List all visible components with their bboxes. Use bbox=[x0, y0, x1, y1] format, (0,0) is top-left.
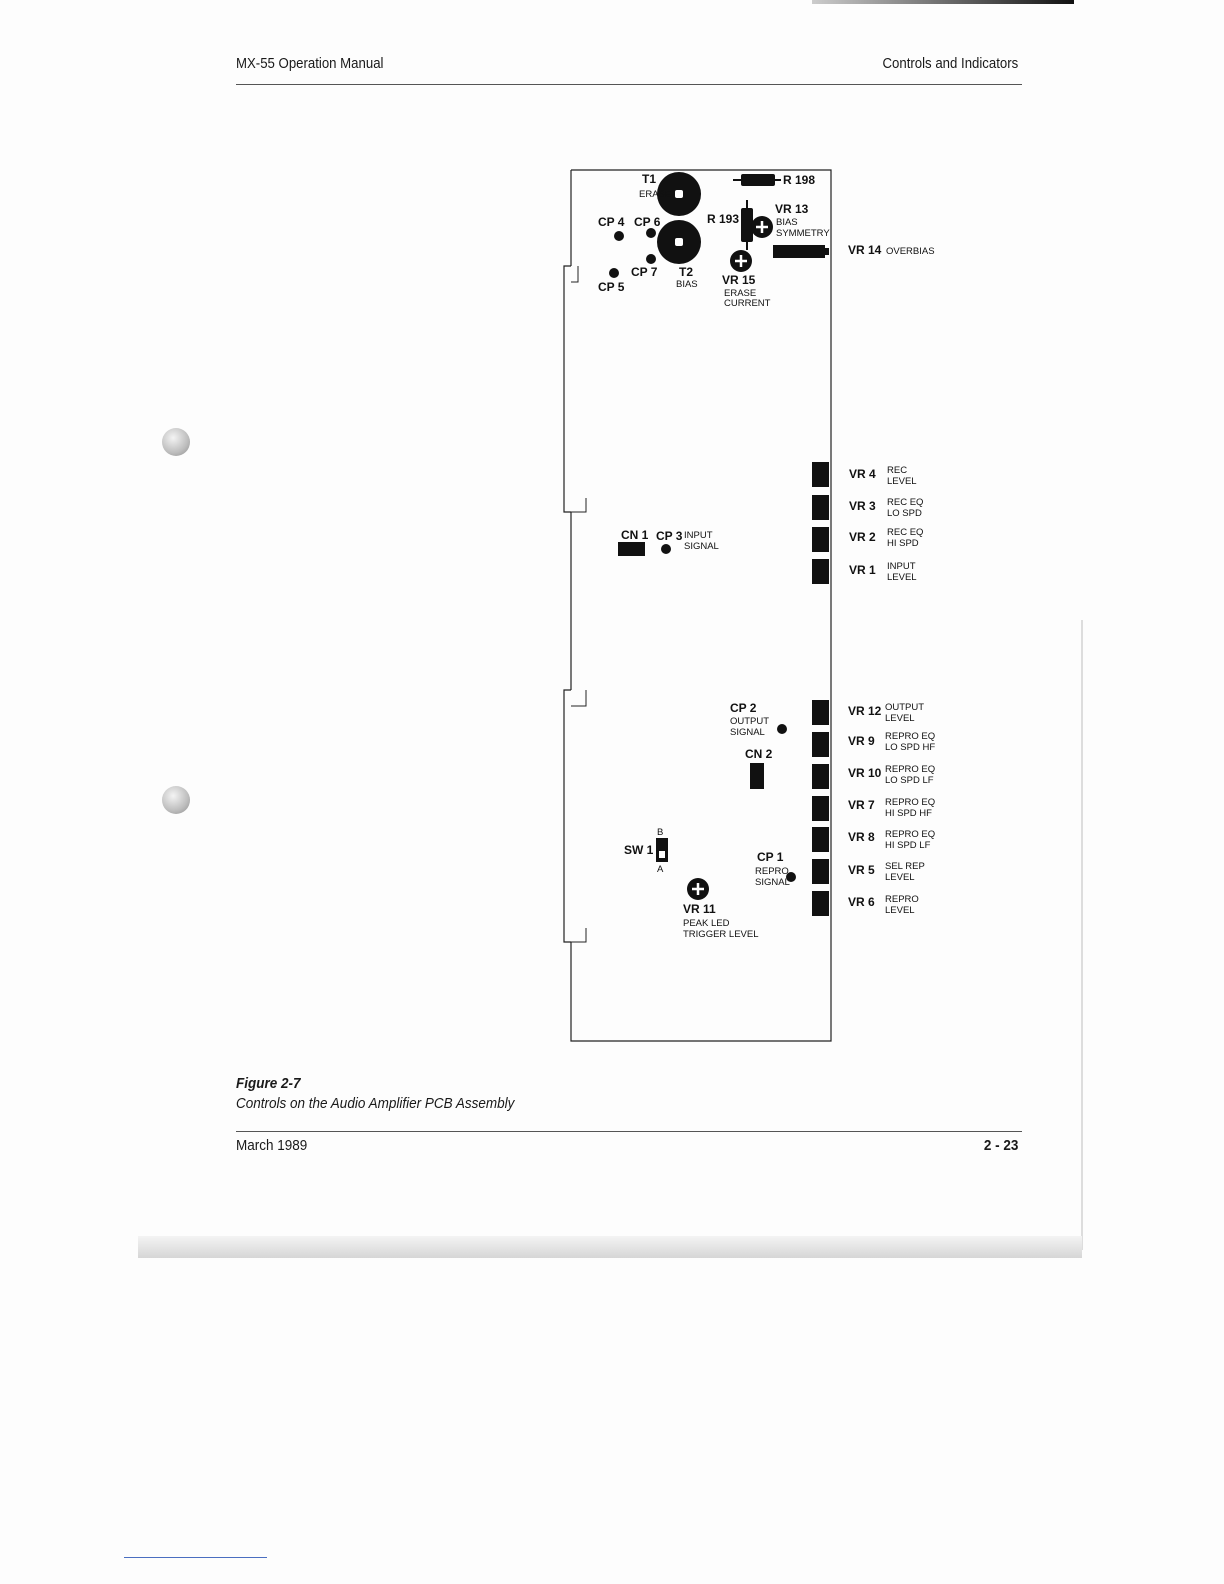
link-underline bbox=[124, 1557, 267, 1558]
vr10-label: VR 10 bbox=[848, 766, 882, 780]
vr14-pin bbox=[825, 248, 829, 255]
sw1-switch-icon bbox=[656, 838, 668, 862]
vr5-desc-2: LEVEL bbox=[885, 872, 915, 883]
footer-date: March 1989 bbox=[236, 1137, 308, 1154]
cp6-testpoint-icon bbox=[646, 228, 656, 238]
cp3-desc-1: INPUT bbox=[684, 530, 713, 541]
vr2-desc-1: REC EQ bbox=[887, 527, 924, 538]
cp5-label: CP 5 bbox=[598, 280, 625, 294]
vr11-desc-1: PEAK LED bbox=[683, 918, 730, 929]
vr12-label: VR 12 bbox=[848, 704, 882, 718]
vr11-desc-2: TRIGGER LEVEL bbox=[683, 929, 759, 940]
cp2-desc-1: OUTPUT bbox=[730, 716, 770, 727]
vr6-desc-1: REPRO bbox=[885, 894, 919, 905]
vr9-desc-2: LO SPD HF bbox=[885, 742, 936, 753]
header-section-title: Controls and Indicators bbox=[882, 55, 1018, 72]
vr10-desc-1: REPRO EQ bbox=[885, 764, 936, 775]
t2-desc: BIAS bbox=[676, 279, 698, 290]
vr4-desc-2: LEVEL bbox=[887, 476, 917, 487]
cp4-label: CP 4 bbox=[598, 215, 625, 229]
sw1-slider-icon bbox=[659, 851, 665, 858]
vr4-desc-1: REC bbox=[887, 465, 908, 476]
vr6-trimmer-icon bbox=[812, 891, 829, 916]
vr1-label: VR 1 bbox=[849, 563, 876, 577]
vr1-trimmer-icon bbox=[812, 559, 829, 584]
vr8-trimmer-icon bbox=[812, 827, 829, 852]
vr8-desc-1: REPRO EQ bbox=[885, 829, 936, 840]
edge-connector-tab bbox=[571, 690, 586, 706]
vr6-label: VR 6 bbox=[848, 895, 875, 909]
vr15-desc-2: CURRENT bbox=[724, 298, 771, 309]
footer-page-number: 2 - 23 bbox=[983, 1137, 1018, 1154]
vr14-trimmer-icon bbox=[773, 245, 825, 258]
cp1-label: CP 1 bbox=[757, 850, 784, 864]
edge-connector bbox=[564, 690, 571, 942]
cp7-testpoint-icon bbox=[646, 254, 656, 264]
vr7-label: VR 7 bbox=[848, 798, 875, 812]
vr9-trimmer-icon bbox=[812, 732, 829, 757]
t1-desc: ERASE bbox=[639, 189, 672, 200]
vr15-label: VR 15 bbox=[722, 273, 756, 287]
sw1-position-a: A bbox=[657, 864, 664, 875]
vr2-trimmer-icon bbox=[812, 527, 829, 552]
cp2-desc-2: SIGNAL bbox=[730, 727, 765, 738]
vr5-desc-1: SEL REP bbox=[885, 861, 925, 872]
vr10-desc-2: LO SPD LF bbox=[885, 775, 934, 786]
cp3-testpoint-icon bbox=[661, 544, 671, 554]
vr13-desc-1: BIAS bbox=[776, 217, 798, 228]
vr4-trimmer-icon bbox=[812, 462, 829, 487]
cn1-connector-icon bbox=[618, 542, 645, 556]
vr5-label: VR 5 bbox=[848, 863, 875, 877]
vr12-trimmer-icon bbox=[812, 700, 829, 725]
footer-rule bbox=[236, 1131, 1022, 1132]
cn2-label: CN 2 bbox=[745, 747, 773, 761]
vr14-desc: OVERBIAS bbox=[886, 246, 935, 257]
edge-connector-tab bbox=[571, 266, 578, 282]
vr2-label: VR 2 bbox=[849, 530, 876, 544]
sw1-label: SW 1 bbox=[624, 843, 654, 857]
figure-number: Figure 2-7 bbox=[236, 1075, 301, 1092]
r198-label: R 198 bbox=[783, 173, 816, 187]
vr8-desc-2: HI SPD LF bbox=[885, 840, 931, 851]
vr10-trimmer-icon bbox=[812, 764, 829, 789]
edge-connector bbox=[564, 266, 571, 512]
vr3-trimmer-icon bbox=[812, 495, 829, 520]
vr4-label: VR 4 bbox=[849, 467, 876, 481]
vr3-desc-1: REC EQ bbox=[887, 497, 924, 508]
vr8-label: VR 8 bbox=[848, 830, 875, 844]
vr13-desc-2: SYMMETRY bbox=[776, 228, 830, 239]
page-edge bbox=[1081, 620, 1083, 1250]
cp6-label: CP 6 bbox=[634, 215, 661, 229]
r193-label: R 193 bbox=[707, 212, 740, 226]
cn2-connector-icon bbox=[750, 763, 764, 789]
t1-core-icon bbox=[675, 190, 683, 198]
header-manual-title: MX-55 Operation Manual bbox=[236, 55, 384, 72]
t2-label: T2 bbox=[679, 265, 694, 279]
vr9-label: VR 9 bbox=[848, 734, 875, 748]
edge-connector-tab bbox=[571, 928, 586, 942]
vr6-desc-2: LEVEL bbox=[885, 905, 915, 916]
vr12-desc-1: OUTPUT bbox=[885, 702, 925, 713]
vr7-desc-1: REPRO EQ bbox=[885, 797, 936, 808]
vr12-desc-2: LEVEL bbox=[885, 713, 915, 724]
vr3-desc-2: LO SPD bbox=[887, 508, 922, 519]
vr2-desc-2: HI SPD bbox=[887, 538, 919, 549]
vr3-label: VR 3 bbox=[849, 499, 876, 513]
cp3-label: CP 3 bbox=[656, 529, 683, 543]
vr11-label: VR 11 bbox=[683, 902, 716, 916]
cp3-desc-2: SIGNAL bbox=[684, 541, 719, 552]
cp2-label: CP 2 bbox=[730, 701, 757, 715]
vr7-trimmer-icon bbox=[812, 796, 829, 821]
cp4-testpoint-icon bbox=[614, 231, 624, 241]
vr5-trimmer-icon bbox=[812, 859, 829, 884]
cn1-label: CN 1 bbox=[621, 528, 649, 542]
vr7-desc-2: HI SPD HF bbox=[885, 808, 932, 819]
scan-shadow bbox=[138, 1236, 1082, 1258]
cp1-desc-1: REPRO bbox=[755, 866, 789, 877]
vr13-label: VR 13 bbox=[775, 202, 809, 216]
t1-label: T1 bbox=[642, 172, 657, 186]
vr9-desc-1: REPRO EQ bbox=[885, 731, 936, 742]
t2-core-icon bbox=[675, 238, 683, 246]
cp1-desc-2: SIGNAL bbox=[755, 877, 790, 888]
cp7-label: CP 7 bbox=[631, 265, 658, 279]
vr1-desc-1: INPUT bbox=[887, 561, 916, 572]
r198-resistor-icon bbox=[741, 174, 775, 186]
cp2-testpoint-icon bbox=[777, 724, 787, 734]
figure-caption: Controls on the Audio Amplifier PCB Assembly bbox=[236, 1095, 515, 1112]
vr14-label: VR 14 bbox=[848, 243, 882, 257]
sw1-position-b: B bbox=[657, 827, 664, 838]
vr1-desc-2: LEVEL bbox=[887, 572, 917, 583]
cp5-testpoint-icon bbox=[609, 268, 619, 278]
vr15-desc-1: ERASE bbox=[724, 288, 757, 299]
edge-connector-tab bbox=[571, 498, 586, 512]
